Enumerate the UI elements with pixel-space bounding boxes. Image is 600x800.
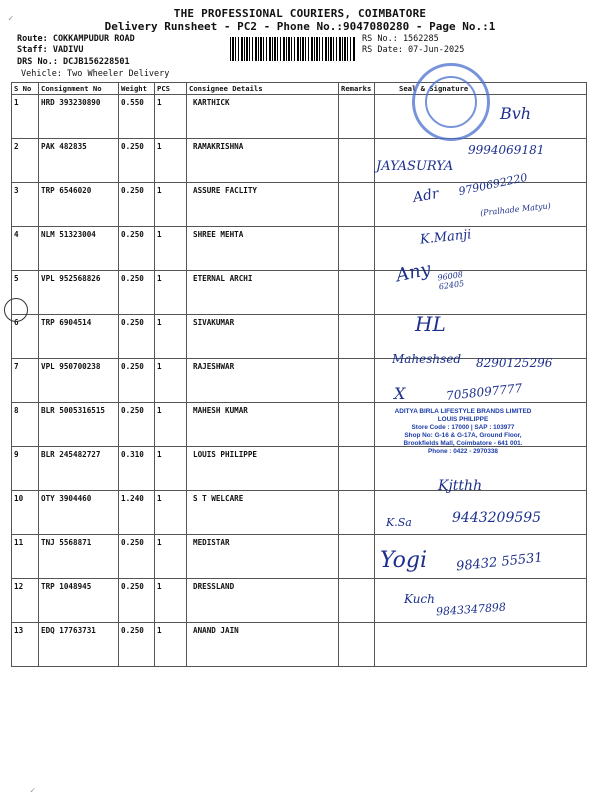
col-sno: S No xyxy=(12,83,39,95)
col-consignment: Consignment No xyxy=(39,83,119,95)
stamp-line6: Phone : 0422 - 2970338 xyxy=(428,448,498,455)
barcode-image xyxy=(230,37,356,61)
hw-r3-phone: 9790692220 xyxy=(457,170,529,199)
signature-row13: Kuch xyxy=(404,592,435,606)
cell-remarks xyxy=(339,271,375,315)
cell-sno: 10 xyxy=(12,491,39,535)
hw-r5-phone: 96008 62405 xyxy=(436,270,465,292)
stamp-line4: Shop No: G-16 & G-17A, Ground Floor, xyxy=(404,432,522,439)
table-row xyxy=(12,271,587,315)
cell-pcs: 1 xyxy=(155,535,187,579)
cell-sno: 11 xyxy=(12,535,39,579)
circle-mark-icon xyxy=(4,298,28,322)
rs-date: RS Date: 07-Jun-2025 xyxy=(362,45,465,55)
cell-remarks xyxy=(339,183,375,227)
signature-row1: Bvh xyxy=(500,104,532,123)
cell-sno: 6 xyxy=(12,315,39,359)
hw-r3-note: (Pralhade Matyu) xyxy=(479,201,552,218)
seal-stamp-icon xyxy=(412,63,490,141)
rs-number: RS No.: 1562285 xyxy=(362,34,439,44)
signature-row8: X xyxy=(394,384,406,403)
corner-mark-icon: ✓ xyxy=(8,14,14,24)
cell-consignment: TRP 1048945 xyxy=(39,579,119,623)
hw-r12-phone: 9443209595 xyxy=(452,510,542,526)
signature-row6: HL xyxy=(415,312,446,336)
cell-weight: 0.250 xyxy=(119,139,155,183)
signature-row7: Maheshsed xyxy=(392,352,462,366)
cell-remarks xyxy=(339,579,375,623)
cell-sno: 5 xyxy=(12,271,39,315)
runsheet-table xyxy=(11,82,587,667)
hw-r2-name: JAYASURYA xyxy=(376,159,454,174)
hw-r7-phone: 8290125296 xyxy=(476,356,553,370)
cell-weight: 1.240 xyxy=(119,491,155,535)
cell-remarks xyxy=(339,623,375,667)
cell-pcs: 1 xyxy=(155,271,187,315)
cell-sno: 12 xyxy=(12,579,39,623)
cell-remarks xyxy=(339,95,375,139)
company-title: THE PROFESSIONAL COURIERS, COIMBATORE xyxy=(173,7,427,20)
drs-label: DRS No.: DCJB156228501 xyxy=(17,57,130,67)
corner-mark-icon-bottom: ✓ xyxy=(30,786,36,796)
cell-weight: 0.550 xyxy=(119,95,155,139)
signature-row5: Any xyxy=(394,258,433,287)
cell-consignee: LOUIS PHILIPPE xyxy=(187,447,339,491)
cell-consignee: ASSURE FACLITY xyxy=(187,183,339,227)
cell-consignment: NLM 51323004 xyxy=(39,227,119,271)
cell-weight: 0.250 xyxy=(119,579,155,623)
signature-row3: Adr xyxy=(411,185,440,207)
cell-consignee: RAJESHWAR xyxy=(187,359,339,403)
cell-consignee: KARTHICK xyxy=(187,95,339,139)
hw-r8-phone: 7058097777 xyxy=(445,381,523,403)
cell-sno: 13 xyxy=(12,623,39,667)
cell-consignee: S T WELCARE xyxy=(187,491,339,535)
cell-sno: 9 xyxy=(12,447,39,491)
table-row xyxy=(12,227,587,271)
cell-remarks xyxy=(339,403,375,447)
cell-remarks xyxy=(339,447,375,491)
cell-signature xyxy=(375,623,587,667)
cell-sno: 8 xyxy=(12,403,39,447)
cell-consignment: BLR 245482727 xyxy=(39,447,119,491)
store-stamp xyxy=(373,408,553,456)
col-weight: Weight xyxy=(119,83,155,95)
staff-label: Staff: VADIVU xyxy=(17,45,84,55)
cell-consignee: RAMAKRISHNA xyxy=(187,139,339,183)
cell-sno: 4 xyxy=(12,227,39,271)
vehicle-label: Vehicle: Two Wheeler Delivery xyxy=(21,69,170,79)
cell-consignee: DRESSLAND xyxy=(187,579,339,623)
cell-weight: 0.250 xyxy=(119,623,155,667)
cell-consignment: BLR 5005316515 xyxy=(39,403,119,447)
cell-remarks xyxy=(339,359,375,403)
cell-remarks xyxy=(339,535,375,579)
hw-r13-name: Yogi xyxy=(380,548,427,573)
cell-consignment: TRP 6546020 xyxy=(39,183,119,227)
cell-consignment: VPL 950700238 xyxy=(39,359,119,403)
cell-pcs: 1 xyxy=(155,491,187,535)
cell-pcs: 1 xyxy=(155,623,187,667)
cell-weight: 0.250 xyxy=(119,183,155,227)
table-header-row xyxy=(12,83,587,95)
col-pcs: PCS xyxy=(155,83,187,95)
cell-weight: 0.250 xyxy=(119,227,155,271)
col-remarks: Remarks xyxy=(339,83,375,95)
cell-remarks xyxy=(339,227,375,271)
cell-consignee: SIVAKUMAR xyxy=(187,315,339,359)
cell-pcs: 1 xyxy=(155,359,187,403)
cell-pcs: 1 xyxy=(155,227,187,271)
col-signature: Seal & Signature xyxy=(375,83,587,95)
hw-r14-phone: 9843347898 xyxy=(435,600,507,619)
cell-weight: 0.250 xyxy=(119,403,155,447)
cell-pcs: 1 xyxy=(155,139,187,183)
cell-pcs: 1 xyxy=(155,447,187,491)
cell-pcs: 1 xyxy=(155,95,187,139)
cell-consignment: OTY 3904460 xyxy=(39,491,119,535)
stamp-line1: ADITYA BIRLA LIFESTYLE BRANDS LIMITED xyxy=(394,408,532,415)
stamp-line3: Store Code : 17000 | SAP : 103977 xyxy=(411,424,515,431)
table-row xyxy=(12,623,587,667)
cell-consignee: MEDISTAR xyxy=(187,535,339,579)
cell-weight: 0.250 xyxy=(119,535,155,579)
col-consignee: Consignee Details xyxy=(187,83,339,95)
cell-sno: 1 xyxy=(12,95,39,139)
cell-weight: 0.310 xyxy=(119,447,155,491)
cell-remarks xyxy=(339,315,375,359)
cell-pcs: 1 xyxy=(155,183,187,227)
cell-consignment: PAK 482835 xyxy=(39,139,119,183)
cell-pcs: 1 xyxy=(155,403,187,447)
cell-pcs: 1 xyxy=(155,579,187,623)
cell-sno: 2 xyxy=(12,139,39,183)
hw-r13-phone: 98432 55531 xyxy=(455,550,544,575)
hw-r12-name: K.Sa xyxy=(386,516,412,529)
cell-consignee: SHREE MEHTA xyxy=(187,227,339,271)
table-row xyxy=(12,315,587,359)
cell-remarks xyxy=(339,491,375,535)
hw-r2-phone: 9994069181 xyxy=(468,143,545,157)
cell-consignee: ETERNAL ARCHI xyxy=(187,271,339,315)
cell-consignment: EDQ 17763731 xyxy=(39,623,119,667)
cell-sno: 7 xyxy=(12,359,39,403)
cell-weight: 0.250 xyxy=(119,271,155,315)
route-label: Route: COKKAMPUDUR ROAD xyxy=(17,34,135,44)
cell-consignment: VPL 952568826 xyxy=(39,271,119,315)
stamp-line2: LOUIS PHILIPPE xyxy=(437,416,489,423)
cell-consignment: TRP 6904514 xyxy=(39,315,119,359)
cell-consignment: TNJ 5568871 xyxy=(39,535,119,579)
cell-pcs: 1 xyxy=(155,315,187,359)
cell-consignment: HRD 393230890 xyxy=(39,95,119,139)
cell-remarks xyxy=(339,139,375,183)
cell-sno: 3 xyxy=(12,183,39,227)
runsheet-title: Delivery Runsheet - PC2 - Phone No.:9047080280 - Page No.:1 xyxy=(104,20,496,33)
signature-row10: Kjtthh xyxy=(438,478,483,494)
hw-r4-name: K.Manji xyxy=(419,227,473,248)
cell-consignee: MAHESH KUMAR xyxy=(187,403,339,447)
stamp-line5: Brookfields Mall, Coimbatore - 641 001. xyxy=(403,440,523,447)
cell-weight: 0.250 xyxy=(119,359,155,403)
cell-consignee: ANAND JAIN xyxy=(187,623,339,667)
cell-weight: 0.250 xyxy=(119,315,155,359)
